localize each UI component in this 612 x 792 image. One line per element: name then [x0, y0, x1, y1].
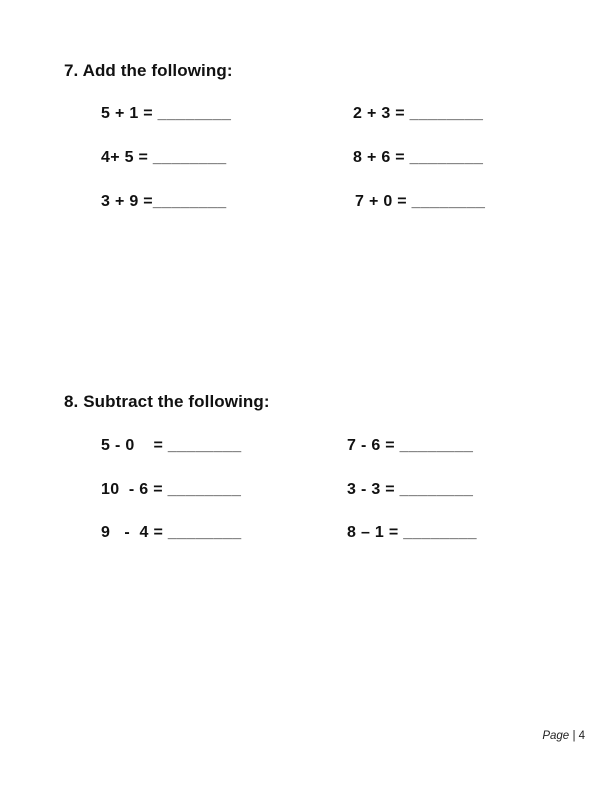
subtract-problem: 8 – 1 = ________: [347, 524, 477, 541]
add-problem: 7 + 0 = ________: [355, 193, 486, 210]
add-problem: 4+ 5 = ________: [101, 149, 227, 166]
add-problem: 2 + 3 = ________: [353, 105, 484, 122]
page-footer: [542, 730, 585, 742]
subtract-problem: 9 - 4 = ________: [101, 524, 242, 541]
page-label: Page: [542, 730, 570, 742]
add-section-heading: 7. Add the following:: [64, 61, 233, 80]
page-separator: |: [572, 730, 576, 742]
subtract-problem: 7 - 6 = ________: [347, 437, 474, 454]
add-problem: 5 + 1 = ________: [101, 105, 232, 122]
add-problem: 8 + 6 = ________: [353, 149, 484, 166]
page-number: 4: [578, 730, 585, 742]
add-problem: 3 + 9 =________: [101, 193, 227, 210]
subtract-section-heading: 8. Subtract the following:: [64, 392, 270, 411]
subtract-problem: 5 - 0 = ________: [101, 437, 242, 454]
subtract-problem: 10 - 6 = ________: [101, 481, 242, 498]
subtract-problem: 3 - 3 = ________: [347, 481, 474, 498]
